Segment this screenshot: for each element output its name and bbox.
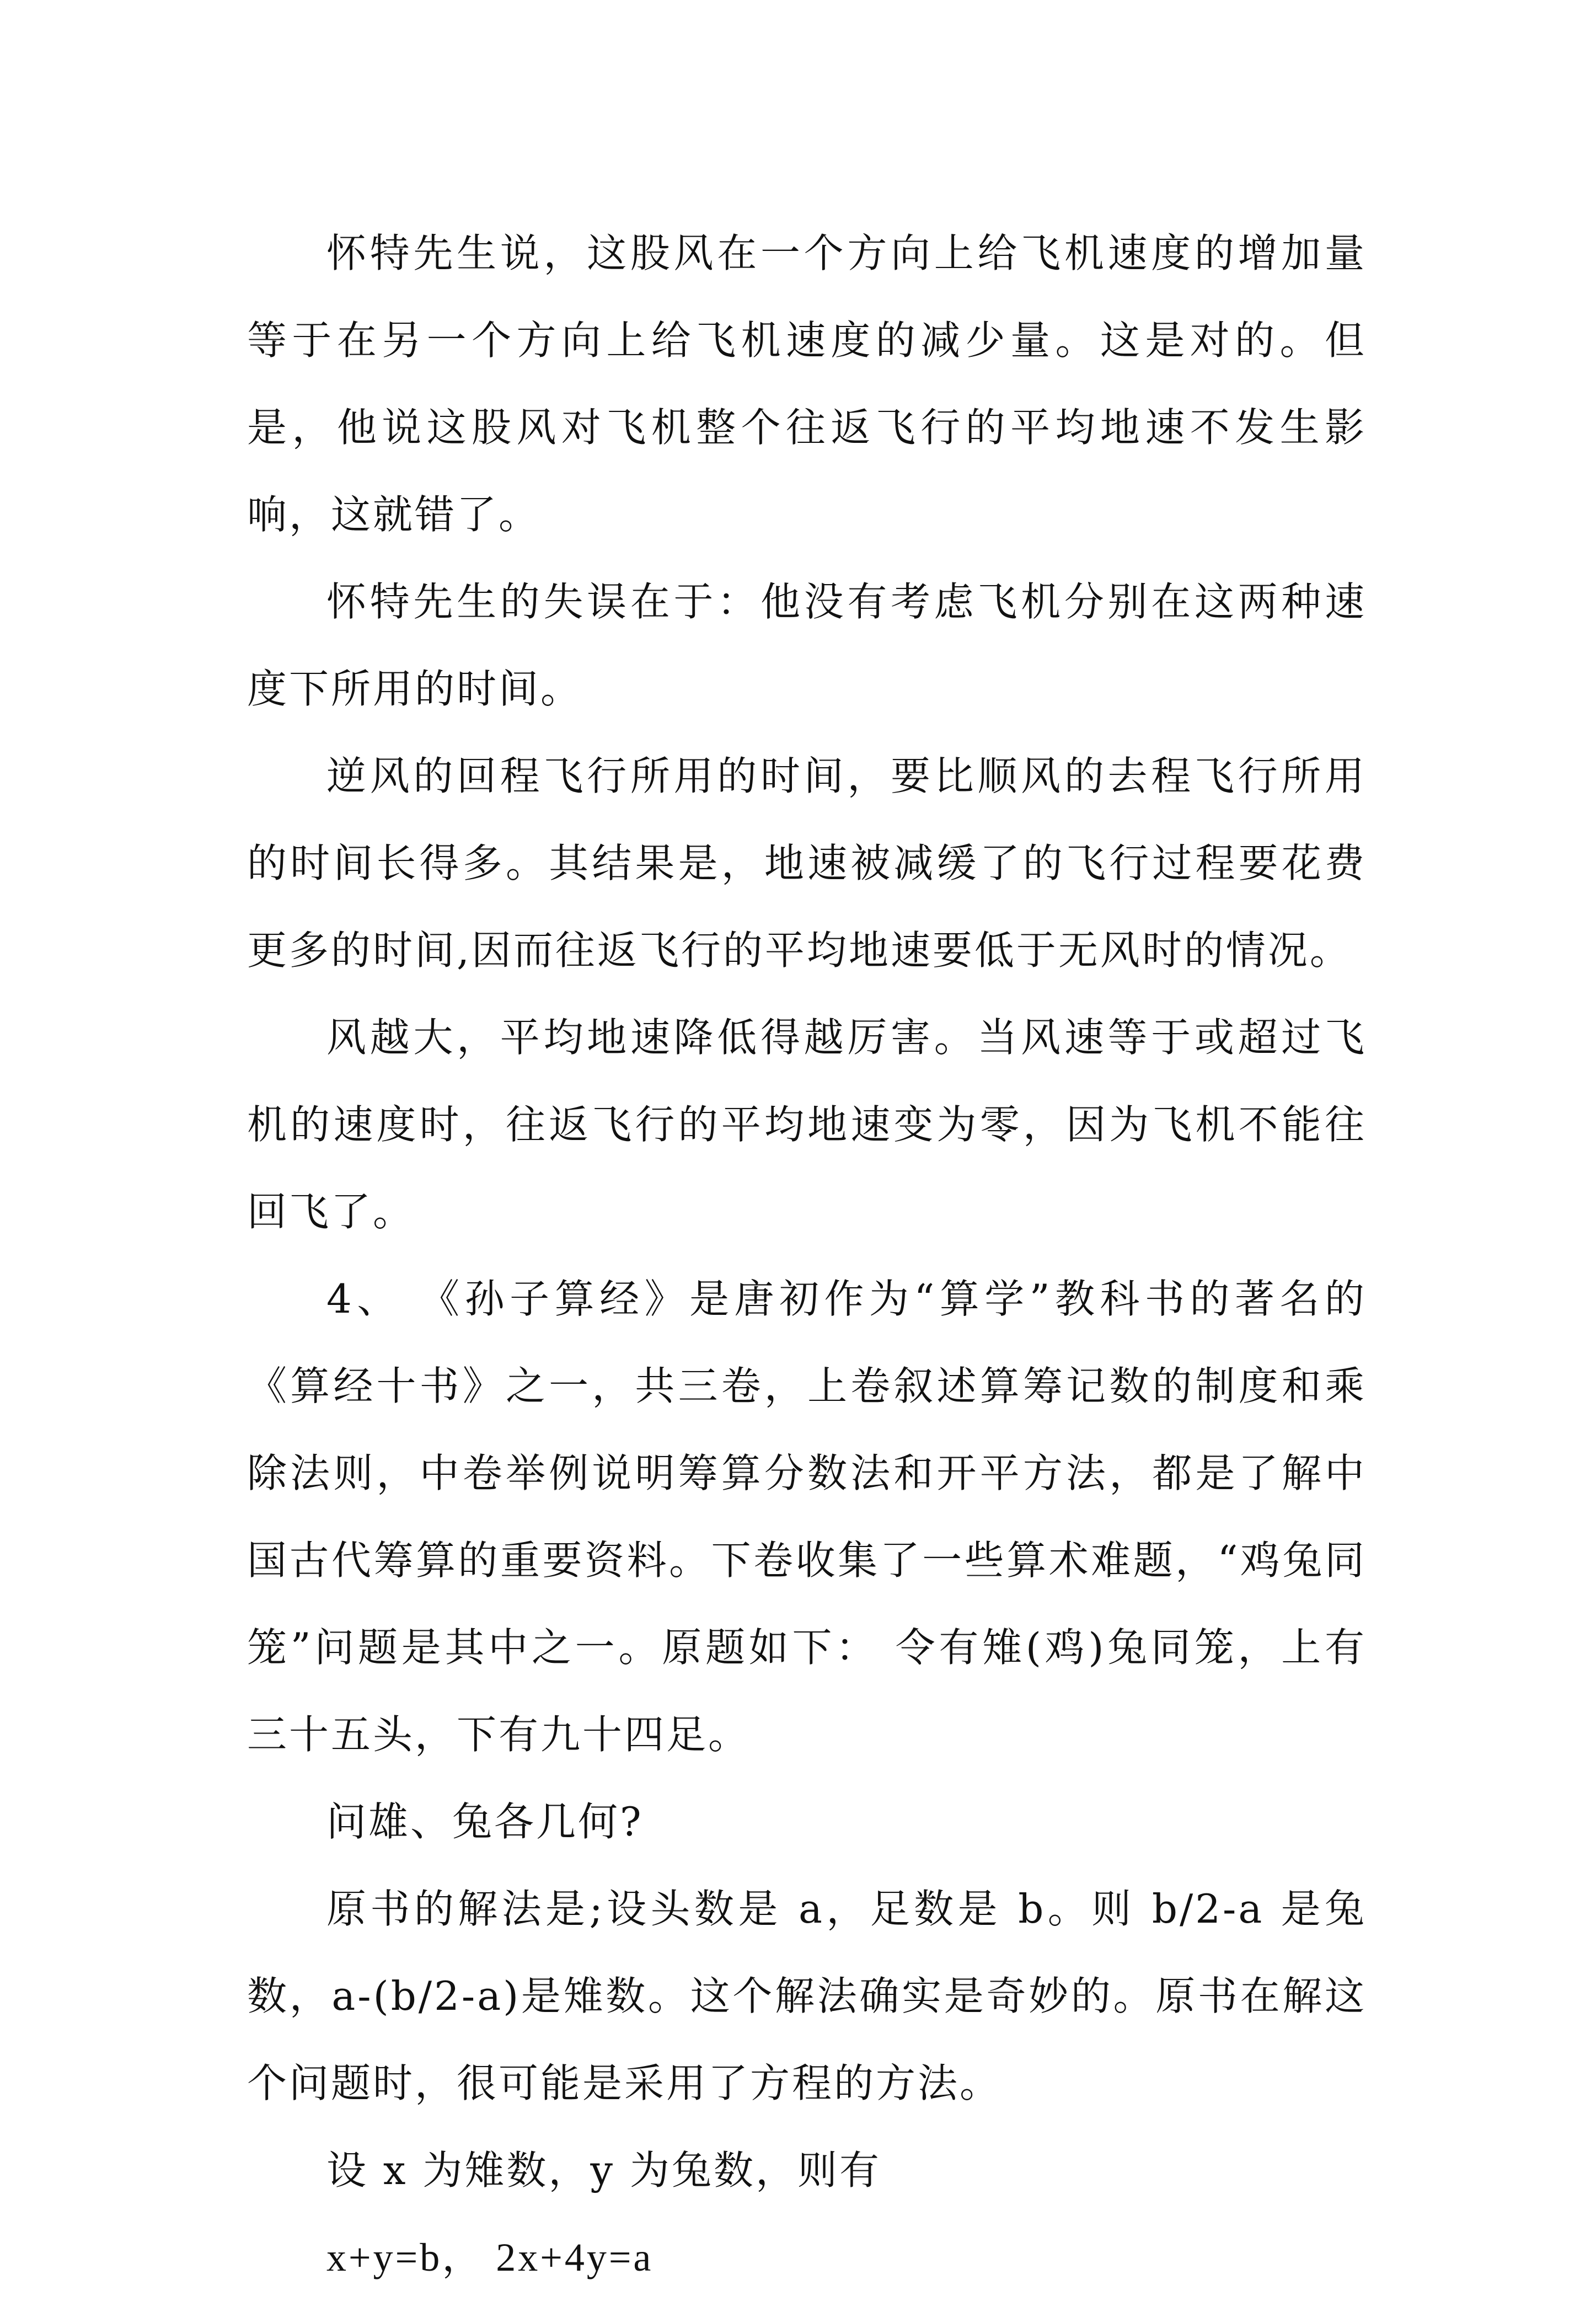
paragraph-question: 问雄、兔各几何? <box>326 1799 644 1845</box>
paragraph-variable-setup: 设 x 为雉数，y 为兔数，则有 <box>326 2147 881 2193</box>
paragraph-equations: x+y=b， 2x+4y=a <box>326 2235 654 2279</box>
paragraph-sunzi-suanjing: 4、 《孙子算经》是唐初作为“算学”教科书的著名的《算经十书》之一，共三卷，上卷叙述算筹记数的制度和乘除法则，中卷举例说明筹算分数法和开平方法，都是了解中国古代筹算的重要资料。下卷收集了一些算术难题，“鸡兔同笼”问题是其中之一。原题如下： 令有雉(鸡)兔同笼，上有三十五头，下有九十四足。 <box>247 1276 1367 1758</box>
paragraph-white-mistake: 怀特先生的失误在于：他没有考虑飞机分别在这两种速度下所用的时间。 <box>247 579 1367 712</box>
paragraph-wind-strength: 风越大，平均地速降低得越厉害。当风速等于或超过飞机的速度时，往返飞行的平均地速变为零，因为飞机不能往回飞了。 <box>247 1014 1367 1235</box>
paragraph-original-solution: 原书的解法是;设头数是 a，足数是 b。则 b/2-a 是兔数，a-(b/2-a)是雉数。这个解法确实是奇妙的。原书在解这个问题时，很可能是采用了方程的方法。 <box>247 1886 1367 2106</box>
paragraph-white-statement: 怀特先生说，这股风在一个方向上给飞机速度的增加量等于在另一个方向上给飞机速度的减少量。这是对的。但是，他说这股风对飞机整个往返飞行的平均地速不发生影响，这就错了。 <box>247 230 1367 538</box>
document-body <box>247 210 1367 2301</box>
paragraph-headwind-time: 逆风的回程飞行所用的时间，要比顺风的去程飞行所用的时间长得多。其结果是，地速被减缓了的飞行过程要花费更多的时间,因而往返飞行的平均地速要低于无风时的情况。 <box>247 753 1367 973</box>
